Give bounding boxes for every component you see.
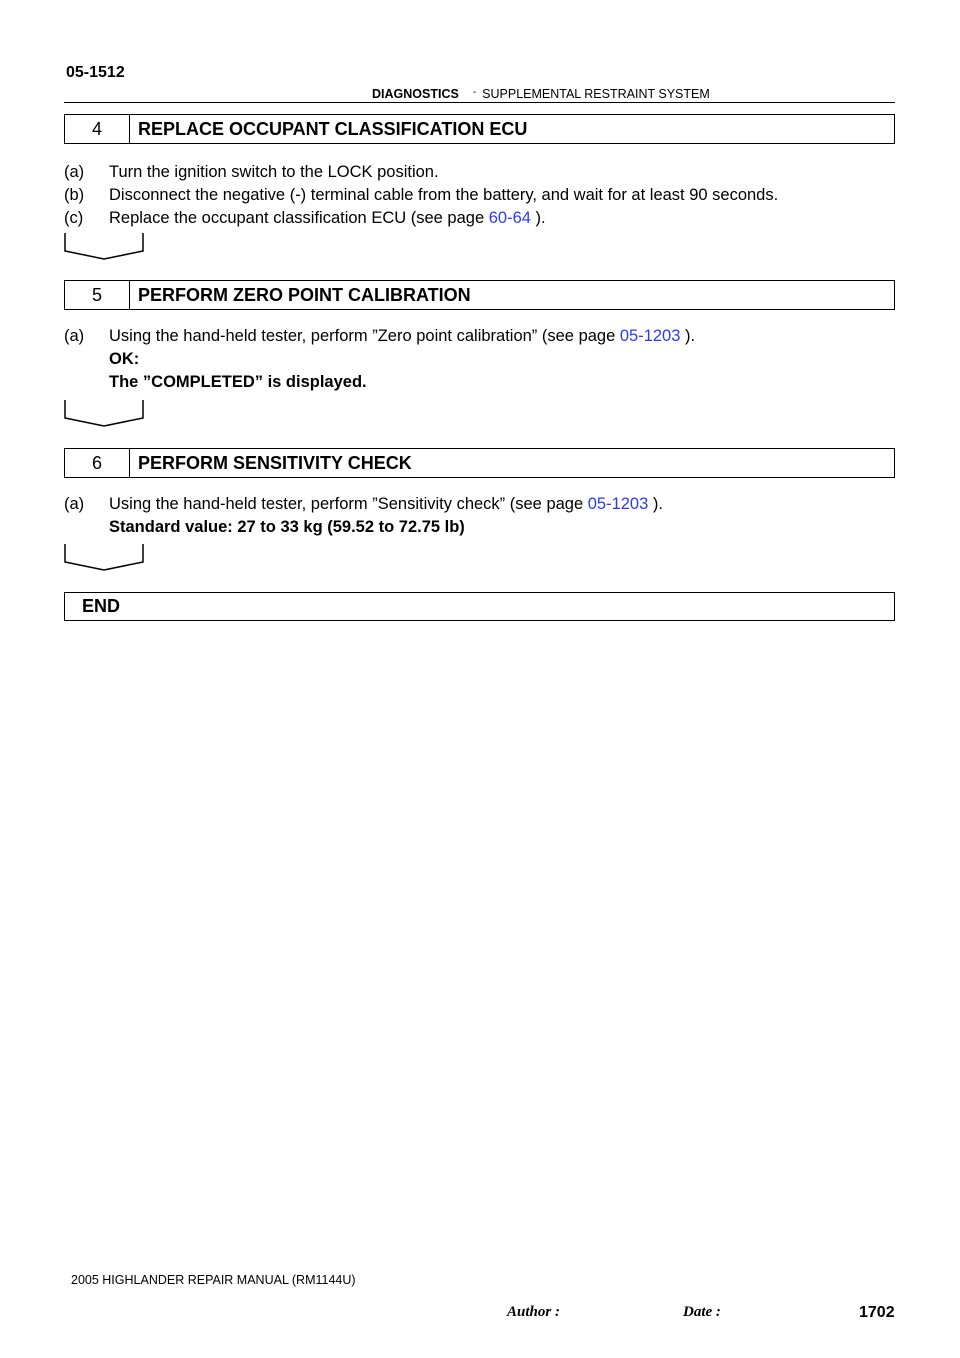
step-number: 5: [65, 281, 130, 309]
item-text-before: Replace the occupant classification ECU (see page: [109, 209, 489, 227]
item-text-before: Using the hand-held tester, perform ”Sensitivity check” (see page: [109, 495, 588, 513]
date-label: Date :: [683, 1304, 721, 1320]
section-header: [372, 87, 710, 101]
page-number: 1702: [859, 1304, 895, 1321]
next-step-arrow-icon: [64, 543, 144, 571]
step-4-box: [64, 114, 895, 144]
item-text-after: ).: [648, 495, 663, 513]
item-text: Turn the ignition switch to the LOCK position.: [109, 163, 439, 181]
item-label: (a): [64, 495, 85, 513]
item-text: Disconnect the negative (-) terminal cable from the battery, and wait for at least 90 seconds.: [109, 186, 779, 204]
page-link-05-1203[interactable]: 05-1203: [587, 495, 649, 513]
standard-value: Standard value: 27 to 33 kg (59.52 to 72.75 lb): [109, 518, 465, 536]
item-text: [109, 209, 546, 228]
item-text-after: ).: [680, 327, 696, 345]
item-text-before: Using the hand-held tester, perform ”Zero point calibration” (see page: [109, 327, 620, 345]
item-label: (a): [64, 327, 85, 345]
step-title: REPLACE OCCUPANT CLASSIFICATION ECU: [138, 118, 528, 139]
item-label: (b): [64, 186, 85, 204]
section-name: DIAGNOSTICS: [372, 87, 459, 101]
item-label: (a): [64, 163, 85, 181]
next-step-arrow-icon: [64, 232, 144, 260]
step-title: PERFORM SENSITIVITY CHECK: [138, 452, 412, 473]
header-rule: [64, 102, 895, 103]
item-label: (c): [64, 209, 84, 227]
page-link-60-64[interactable]: 60-64: [488, 209, 531, 227]
manual-title: 2005 HIGHLANDER REPAIR MANUAL (RM1144U): [71, 1273, 356, 1287]
page-code: 05-1512: [66, 64, 125, 81]
result-text: The ”COMPLETED” is displayed.: [109, 373, 367, 391]
end-box: [64, 592, 895, 621]
author-label: Author :: [507, 1304, 560, 1320]
item-text: [109, 495, 663, 514]
step-5-box: [64, 280, 895, 310]
item-text-after: ).: [530, 209, 546, 227]
end-label: END: [82, 596, 121, 616]
step-6-box: [64, 448, 895, 478]
step-title: PERFORM ZERO POINT CALIBRATION: [138, 284, 471, 305]
item-text: [109, 327, 695, 346]
step-number: 4: [65, 115, 130, 143]
page-link-05-1203[interactable]: 05-1203: [619, 327, 681, 345]
result-label: OK:: [109, 350, 140, 368]
header-dash: -: [472, 87, 477, 98]
step-number: 6: [65, 449, 130, 477]
subsection-name: SUPPLEMENTAL RESTRAINT SYSTEM: [482, 87, 710, 101]
next-step-arrow-icon: [64, 399, 144, 427]
